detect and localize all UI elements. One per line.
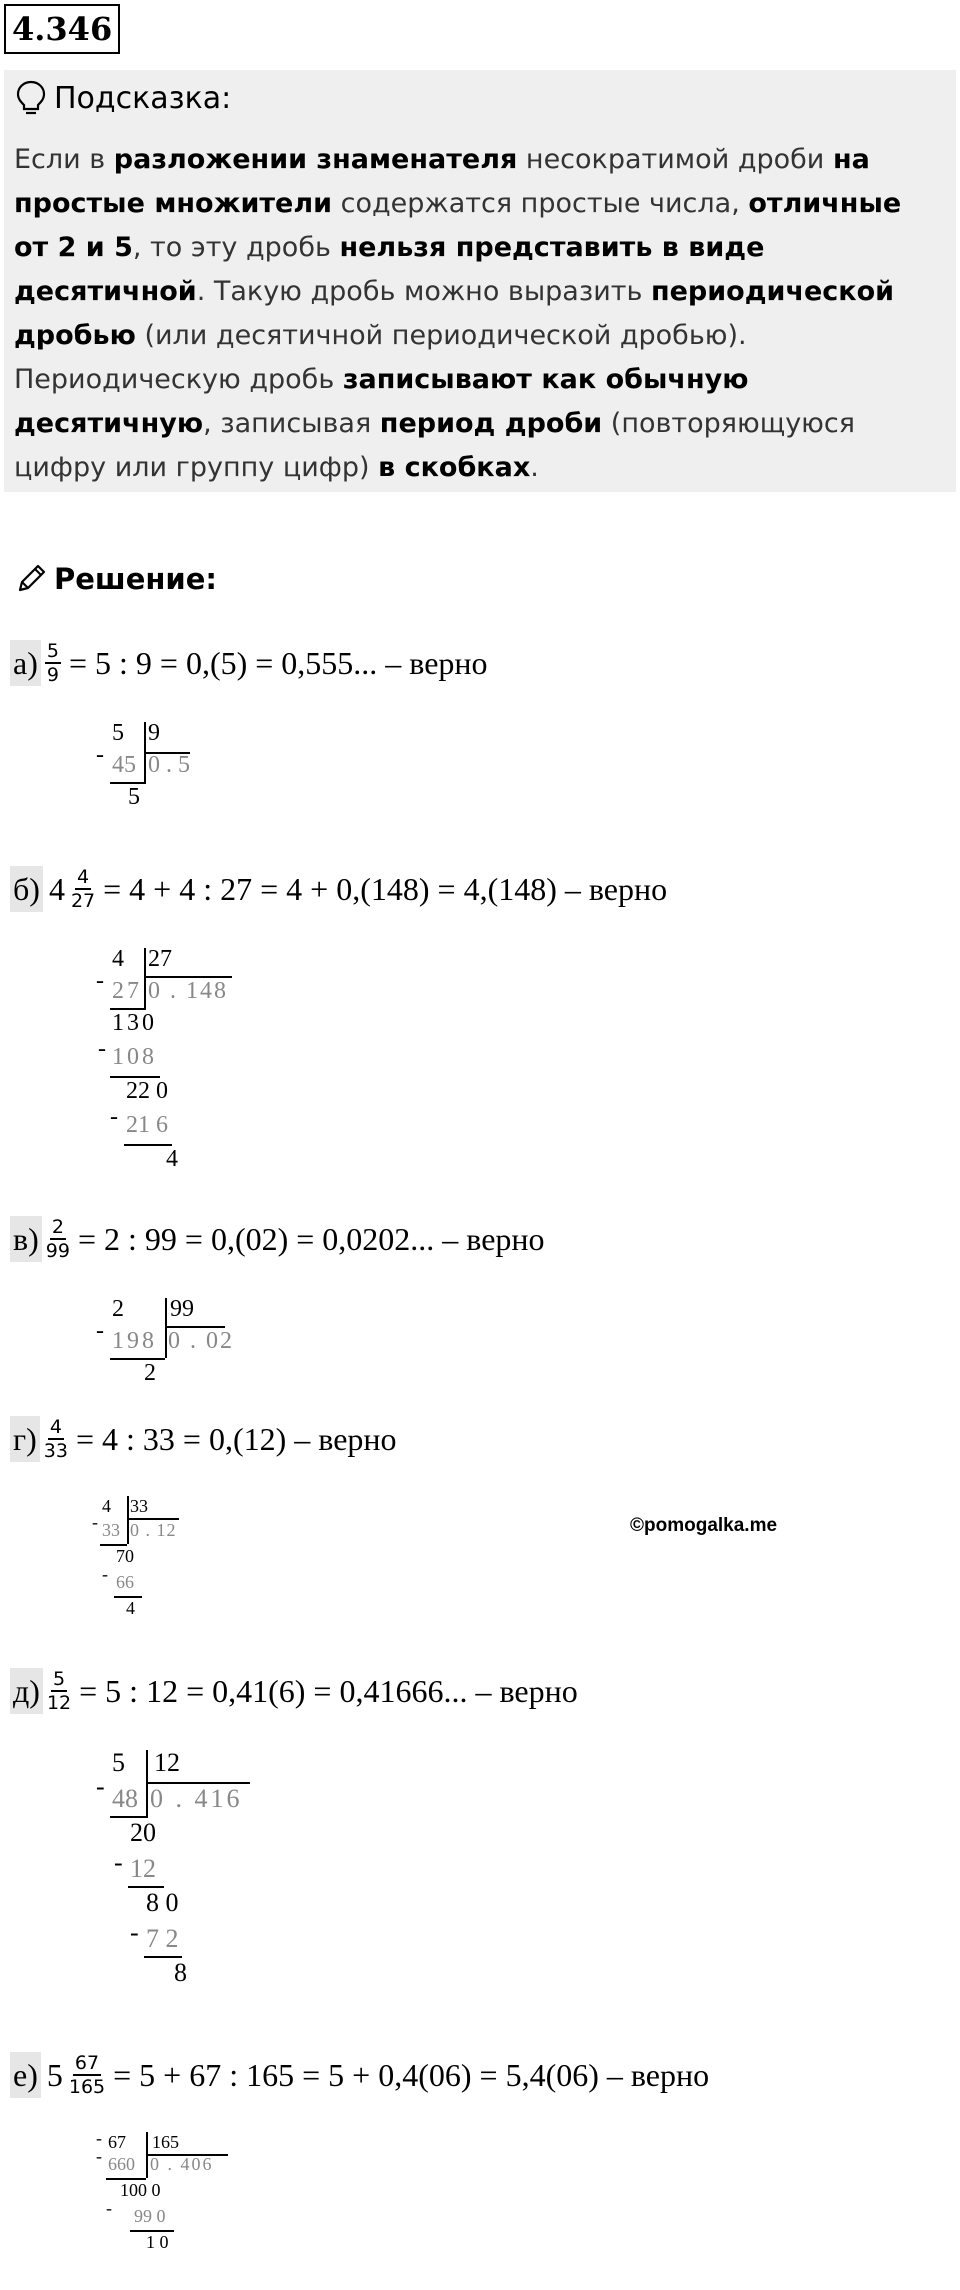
- hint-emphasis: нельзя представить в виде десятичной: [14, 232, 765, 307]
- hint-title: Подсказка:: [54, 80, 232, 116]
- item-label: в): [10, 1216, 42, 1262]
- item-b: [10, 866, 667, 912]
- solution-title: Решение:: [54, 562, 218, 596]
- hint-text-segment: (повторяющуюся цифру или группу цифр): [14, 408, 856, 483]
- item-expression: = 5 : 12 = 0,41(6) = 0,41666... – верно: [79, 1672, 578, 1709]
- item-label: е): [10, 2052, 41, 2098]
- hint-text-segment: , то эту дробь: [132, 232, 340, 263]
- solution-header: [14, 562, 217, 596]
- item-f: [10, 2052, 709, 2098]
- item-d: [10, 1416, 397, 1462]
- hint-text-segment: Если в: [14, 144, 114, 175]
- item-a: [10, 640, 488, 686]
- item-label: а): [10, 640, 41, 686]
- item-label: г): [10, 1416, 40, 1462]
- mixed-whole: 5: [46, 2056, 63, 2093]
- hint-emphasis: записывают как обычную десятичную: [14, 364, 749, 439]
- fraction: $\frac{5}{12}$: [46, 1668, 72, 1714]
- item-label: б): [10, 866, 43, 912]
- hint-text-segment: содержатся простые числа,: [332, 188, 749, 219]
- item-expression: = 5 + 67 : 165 = 5 + 0,4(06) = 5,4(06) – верно: [113, 2056, 710, 2093]
- fraction: $\frac{4}{33}$: [43, 1416, 68, 1462]
- item-expression: = 2 : 99 = 0,(02) = 0,0202... – верно: [77, 1220, 545, 1257]
- item-expression: = 4 + 4 : 27 = 4 + 0,(148) = 4,(148) – верно: [103, 870, 668, 907]
- hint-header: [16, 80, 231, 116]
- hint-text-segment: .: [530, 452, 539, 483]
- fraction: $\frac{67}{165}$: [68, 2052, 106, 2098]
- pencil-icon: [14, 562, 48, 596]
- hint-emphasis: в скобках: [378, 452, 531, 483]
- hint-emphasis: периодической дробью: [14, 276, 895, 351]
- hint-text-segment: , записывая: [203, 408, 380, 439]
- item-expression: = 4 : 33 = 0,(12) – верно: [75, 1420, 397, 1457]
- item-c: [10, 1216, 545, 1262]
- item-expression: = 5 : 9 = 0,(5) = 0,555... – верно: [68, 644, 488, 681]
- item-label: д): [10, 1668, 43, 1714]
- lightbulb-icon: [16, 80, 46, 116]
- hint-emphasis: разложении знаменателя: [113, 144, 518, 175]
- hint-text-segment: . Такую дробь можно выразить: [196, 276, 651, 307]
- hint-emphasis: отличные от 2 и 5: [14, 188, 902, 263]
- hint-box: [4, 70, 956, 492]
- fraction: $\frac{4}{27}$: [70, 866, 96, 912]
- item-e: [10, 1668, 578, 1714]
- hint-text-segment: несократимой дроби: [517, 144, 833, 175]
- watermark: ©pomogalka.me: [630, 1515, 778, 1536]
- hint-emphasis: период дроби: [379, 408, 603, 439]
- fraction: $\frac{2}{99}$: [45, 1216, 70, 1262]
- fraction: $\frac{5}{9}$: [46, 640, 59, 686]
- hint-text: [14, 138, 944, 490]
- mixed-whole: 4: [48, 870, 65, 907]
- task-number: 4.346: [4, 4, 120, 54]
- hint-text-segment: (или десятичной периодической дробью). Периодическую дробь: [14, 320, 747, 395]
- hint-emphasis: на простые множители: [14, 144, 870, 219]
